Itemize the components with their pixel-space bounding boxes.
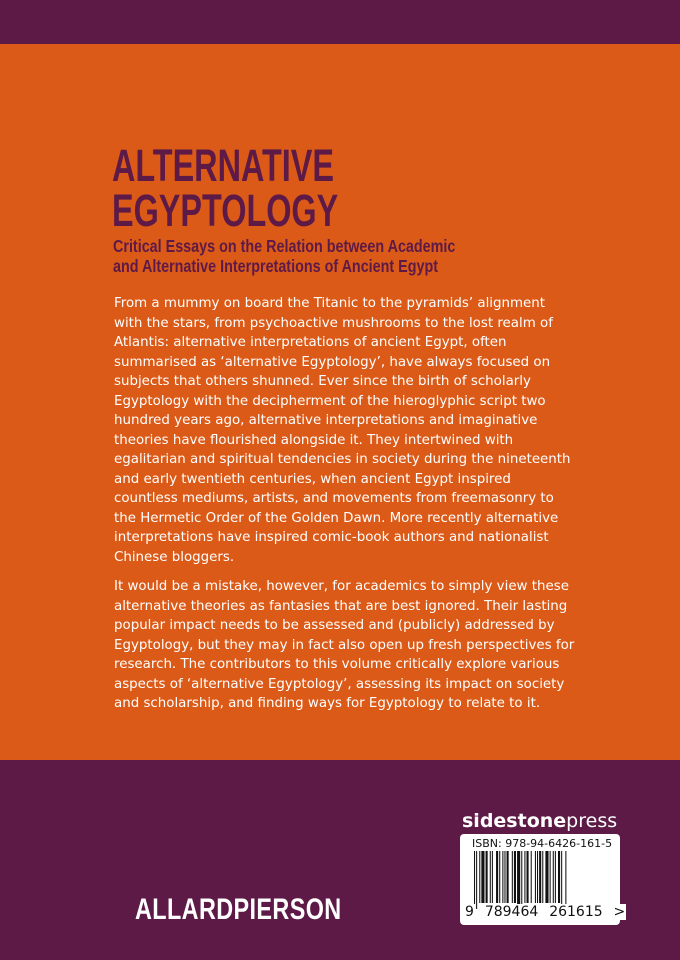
barcode-bar	[504, 851, 505, 903]
barcode-bar	[542, 851, 543, 903]
book-title	[112, 140, 339, 236]
top-band	[0, 0, 680, 44]
blurb-paragraph: From a mummy on board the Titanic to the pyramids’ alignment with the stars, from psychoactive mushrooms to the lost realm of Atlantis: alternative interpretations of ancient Egypt, often summarised as ‘alternative Egyptology’, have always focused on subjects that others shunned. Ever since the birth of scholarly Egyptology with the decipherment of the hieroglyphic script two hundred years ago, alternative interpretations and imaginative theories have flourished alongside it. They intertwined with egalitarian and spiritual tendencies in society during the nineteenth and early twentieth centuries, when ancient Egypt inspired countless mediums, artists, and movements from freemasonry to the Hermetic Order of the Golden Dawn. More recently alternative interpretations have inspired comic-book authors and nationalist Chinese bloggers.	[114, 296, 571, 565]
barcode-bar	[550, 851, 551, 903]
barcode-bar	[490, 851, 491, 903]
barcode-arrow: >	[613, 904, 626, 920]
barcode-bar	[486, 851, 488, 903]
isbn-text: ISBN: 978-94-6426-161-5	[472, 837, 613, 850]
barcode-left-digits: 789464	[484, 904, 539, 920]
barcode-bar	[521, 851, 522, 909]
logo-light: press	[566, 810, 618, 832]
logo-bold: sidestone	[462, 810, 567, 832]
barcode-bar	[558, 851, 560, 903]
barcode-bar	[527, 851, 529, 903]
barcode-bars	[474, 851, 614, 909]
blurb-paragraph: It would be a mistake, however, for academics to simply view these alternative theories as fantasies that are best ignored. Their lasting popular impact needs to be assessed and (publicly) addressed by Egyptology, but they may in fact also open up fresh perspectives for research. The contributors to this volume critically explore various aspects of ‘alternative Egyptology’, assessing its impact on society and scholarship, and finding ways for Egyptology to relate to it.	[114, 579, 575, 711]
blurb	[114, 294, 576, 724]
barcode-bar	[476, 851, 477, 909]
barcode-bar	[479, 851, 480, 903]
barcode-bar	[553, 851, 554, 903]
barcode-bar	[555, 851, 556, 903]
barcode-bar	[539, 851, 541, 903]
barcode-bar	[537, 851, 538, 903]
barcode-bar	[535, 851, 536, 903]
subtitle-line-2: and Alternative Interpretations of Ancient Egypt	[113, 256, 439, 276]
barcode-bar	[512, 851, 513, 903]
barcode-bar	[502, 851, 503, 903]
book-subtitle	[113, 236, 455, 276]
subtitle-line-1: Critical Essays on the Relation between Academic	[113, 236, 456, 256]
barcode-bar	[545, 851, 548, 903]
allard-pierson-logo: ALLARDPIERSON	[135, 893, 342, 926]
barcode-bar	[531, 851, 532, 903]
barcode-bar	[481, 851, 484, 903]
barcode-bar	[565, 851, 566, 909]
barcode-bar	[507, 851, 509, 903]
barcode-first-digit: 9	[465, 904, 474, 920]
barcode-bar	[492, 851, 493, 903]
barcode-bar	[524, 851, 525, 903]
barcode-bar	[499, 851, 500, 903]
barcode	[460, 834, 626, 925]
barcode-right-digits: 261615	[549, 904, 603, 920]
sidestone-press-logo	[462, 810, 617, 832]
barcode-bar	[561, 851, 562, 909]
barcode-bar	[496, 851, 498, 903]
title-line-2: EGYPTOLOGY	[112, 185, 339, 236]
barcode-bar	[474, 851, 475, 909]
title-line-1: ALTERNATIVE	[112, 140, 334, 191]
barcode-digits	[464, 904, 626, 920]
barcode-bar	[517, 851, 520, 909]
barcode-bar	[514, 851, 516, 903]
